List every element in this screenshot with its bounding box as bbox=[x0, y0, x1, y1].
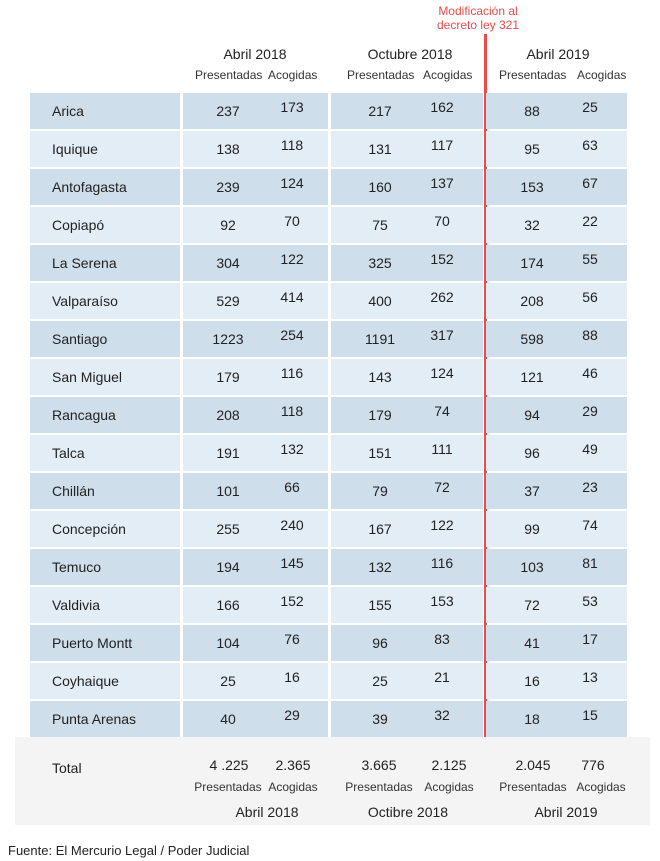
city-label: La Serena bbox=[52, 255, 117, 271]
cell-value: 39 bbox=[372, 711, 388, 727]
cell-value: 153 bbox=[430, 593, 454, 609]
total-sub-acogidas: Acogidas bbox=[424, 780, 474, 794]
total-value: 2.365 bbox=[275, 757, 311, 773]
cell-value: 152 bbox=[280, 593, 304, 609]
total-sub-presentadas: Presentadas bbox=[499, 780, 567, 794]
cell-value: 104 bbox=[216, 635, 240, 651]
table-row bbox=[30, 93, 627, 129]
total-sub-presentadas: Presentadas bbox=[345, 780, 413, 794]
cell-value: 239 bbox=[216, 179, 240, 195]
cell-value: 37 bbox=[524, 483, 540, 499]
cell-value: 132 bbox=[368, 559, 392, 575]
cell-value: 13 bbox=[582, 669, 598, 685]
cell-value: 16 bbox=[284, 669, 300, 685]
total-sub-presentadas: Presentadas bbox=[194, 780, 262, 794]
cell-value: 131 bbox=[368, 141, 392, 157]
cell-value: 17 bbox=[582, 631, 598, 647]
city-label: Santiago bbox=[52, 331, 108, 347]
city-label: Valparaíso bbox=[52, 293, 118, 309]
table-row bbox=[30, 207, 627, 243]
cell-value: 66 bbox=[284, 479, 300, 495]
cell-value: 174 bbox=[520, 255, 544, 271]
header-acogidas-2: Acogidas bbox=[423, 68, 473, 82]
annotation-label: Modificación al decreto ley 321 bbox=[436, 4, 520, 32]
cell-value: 79 bbox=[372, 483, 388, 499]
city-label: Temuco bbox=[52, 559, 102, 575]
header-period-2: Octubre 2018 bbox=[367, 46, 453, 62]
cell-value: 208 bbox=[520, 293, 544, 309]
cell-value: 25 bbox=[582, 99, 598, 115]
cell-value: 1223 bbox=[212, 331, 244, 347]
cell-value: 111 bbox=[431, 441, 453, 457]
city-label: Chillán bbox=[52, 483, 95, 499]
cell-value: 117 bbox=[430, 137, 454, 153]
cell-value: 94 bbox=[524, 407, 540, 423]
header-presentadas-1: Presentadas bbox=[195, 68, 263, 82]
footer-period-3: Abril 2019 bbox=[534, 804, 598, 820]
cell-value: 40 bbox=[220, 711, 236, 727]
cell-value: 121 bbox=[520, 369, 544, 385]
cell-value: 122 bbox=[430, 517, 454, 533]
total-label: Total bbox=[52, 760, 82, 776]
cell-value: 143 bbox=[368, 369, 392, 385]
cell-value: 29 bbox=[582, 403, 598, 419]
cell-value: 237 bbox=[216, 103, 240, 119]
city-label: Valdivia bbox=[52, 597, 100, 613]
header-presentadas-3: Presentadas bbox=[499, 68, 567, 82]
cell-value: 118 bbox=[280, 403, 304, 419]
cell-value: 179 bbox=[216, 369, 240, 385]
cell-value: 179 bbox=[368, 407, 392, 423]
cell-value: 194 bbox=[216, 559, 240, 575]
city-label: Arica bbox=[52, 103, 84, 119]
cell-value: 118 bbox=[280, 137, 304, 153]
header-period-1: Abril 2018 bbox=[223, 46, 287, 62]
cell-value: 15 bbox=[582, 707, 598, 723]
header-acogidas-3: Acogidas bbox=[577, 68, 627, 82]
total-value: 2.045 bbox=[515, 757, 551, 773]
total-value: 2.125 bbox=[431, 757, 467, 773]
table-row bbox=[30, 511, 627, 547]
cell-value: 1191 bbox=[364, 331, 396, 347]
cell-value: 63 bbox=[582, 137, 598, 153]
cell-value: 598 bbox=[520, 331, 544, 347]
cell-value: 32 bbox=[434, 707, 450, 723]
cell-value: 53 bbox=[582, 593, 598, 609]
city-label: Talca bbox=[52, 445, 85, 461]
cell-value: 191 bbox=[216, 445, 240, 461]
cell-value: 49 bbox=[582, 441, 598, 457]
city-label: Rancagua bbox=[52, 407, 116, 423]
cell-value: 96 bbox=[524, 445, 540, 461]
cell-value: 529 bbox=[216, 293, 240, 309]
cell-value: 304 bbox=[216, 255, 240, 271]
header-period-3: Abril 2019 bbox=[526, 46, 590, 62]
cell-value: 152 bbox=[430, 251, 454, 267]
cell-value: 25 bbox=[372, 673, 388, 689]
cell-value: 76 bbox=[284, 631, 300, 647]
cell-value: 122 bbox=[280, 251, 304, 267]
cell-value: 88 bbox=[582, 327, 598, 343]
table-row bbox=[30, 473, 627, 509]
table-row bbox=[30, 321, 627, 357]
cell-value: 254 bbox=[280, 327, 304, 343]
cell-value: 70 bbox=[284, 213, 300, 229]
total-sub-acogidas: Acogidas bbox=[268, 780, 318, 794]
total-sub-acogidas: Acogidas bbox=[576, 780, 626, 794]
cell-value: 153 bbox=[520, 179, 544, 195]
cell-value: 16 bbox=[524, 673, 540, 689]
table-row bbox=[30, 663, 627, 699]
cell-value: 173 bbox=[280, 99, 304, 115]
cell-value: 56 bbox=[582, 289, 598, 305]
footer-period-1: Abril 2018 bbox=[235, 804, 299, 820]
cell-value: 55 bbox=[582, 251, 598, 267]
table-row bbox=[30, 549, 627, 585]
cell-value: 96 bbox=[372, 635, 388, 651]
city-label: San Miguel bbox=[52, 369, 123, 385]
cell-value: 75 bbox=[372, 217, 388, 233]
city-label: Concepción bbox=[52, 521, 126, 537]
total-value: 4 .225 bbox=[209, 757, 249, 773]
cell-value: 162 bbox=[430, 99, 454, 115]
cell-value: 145 bbox=[280, 555, 304, 571]
city-label: Iquique bbox=[52, 141, 98, 157]
total-value: 776 bbox=[581, 757, 605, 773]
cell-value: 21 bbox=[434, 669, 450, 685]
cell-value: 99 bbox=[524, 521, 540, 537]
cell-value: 137 bbox=[430, 175, 454, 191]
cell-value: 116 bbox=[430, 555, 454, 571]
cell-value: 67 bbox=[582, 175, 598, 191]
cell-value: 166 bbox=[216, 597, 240, 613]
cell-value: 70 bbox=[434, 213, 450, 229]
table-row bbox=[30, 283, 627, 319]
cell-value: 74 bbox=[434, 403, 450, 419]
cell-value: 29 bbox=[284, 707, 300, 723]
cell-value: 81 bbox=[582, 555, 598, 571]
cell-value: 46 bbox=[582, 365, 598, 381]
cell-value: 217 bbox=[368, 103, 392, 119]
cell-value: 155 bbox=[368, 597, 392, 613]
cell-value: 41 bbox=[524, 635, 540, 651]
cell-value: 255 bbox=[216, 521, 240, 537]
cell-value: 32 bbox=[524, 217, 540, 233]
cell-value: 18 bbox=[524, 711, 540, 727]
cell-value: 23 bbox=[582, 479, 598, 495]
cell-value: 72 bbox=[434, 479, 450, 495]
table-row bbox=[30, 701, 627, 737]
cell-value: 414 bbox=[280, 289, 304, 305]
cell-value: 88 bbox=[524, 103, 540, 119]
cell-value: 262 bbox=[430, 289, 454, 305]
table-row bbox=[30, 359, 627, 395]
cell-value: 92 bbox=[220, 217, 236, 233]
cell-value: 95 bbox=[524, 141, 540, 157]
source-note: Fuente: El Mercurio Legal / Poder Judicial bbox=[8, 843, 250, 858]
city-label: Punta Arenas bbox=[52, 711, 137, 727]
cell-value: 74 bbox=[582, 517, 598, 533]
cell-value: 325 bbox=[368, 255, 392, 271]
table-row bbox=[30, 169, 627, 205]
city-label: Puerto Montt bbox=[52, 635, 133, 651]
cell-value: 400 bbox=[368, 293, 392, 309]
city-label: Coyhaique bbox=[52, 673, 119, 689]
cell-value: 101 bbox=[216, 483, 240, 499]
cell-value: 151 bbox=[368, 445, 392, 461]
cell-value: 83 bbox=[434, 631, 450, 647]
table-row bbox=[30, 625, 627, 661]
cell-value: 317 bbox=[430, 327, 454, 343]
cell-value: 22 bbox=[582, 213, 598, 229]
table-row bbox=[30, 397, 627, 433]
city-label: Antofagasta bbox=[52, 179, 127, 195]
cell-value: 116 bbox=[280, 365, 304, 381]
table-row bbox=[30, 435, 627, 471]
cell-value: 167 bbox=[368, 521, 392, 537]
footer-period-2: Octibre 2018 bbox=[367, 804, 449, 820]
cell-value: 132 bbox=[280, 441, 304, 457]
cell-value: 138 bbox=[216, 141, 240, 157]
table-row bbox=[30, 245, 627, 281]
header-acogidas-1: Acogidas bbox=[268, 68, 318, 82]
cell-value: 240 bbox=[280, 517, 304, 533]
cell-value: 208 bbox=[216, 407, 240, 423]
header-presentadas-2: Presentadas bbox=[347, 68, 415, 82]
cell-value: 25 bbox=[220, 673, 236, 689]
city-label: Copiapó bbox=[52, 217, 105, 233]
cell-value: 124 bbox=[280, 175, 304, 191]
cell-value: 103 bbox=[520, 559, 544, 575]
cell-value: 124 bbox=[430, 365, 454, 381]
table-row bbox=[30, 131, 627, 167]
table-row bbox=[30, 587, 627, 623]
cell-value: 160 bbox=[368, 179, 392, 195]
total-value: 3.665 bbox=[361, 757, 397, 773]
cell-value: 72 bbox=[524, 597, 540, 613]
